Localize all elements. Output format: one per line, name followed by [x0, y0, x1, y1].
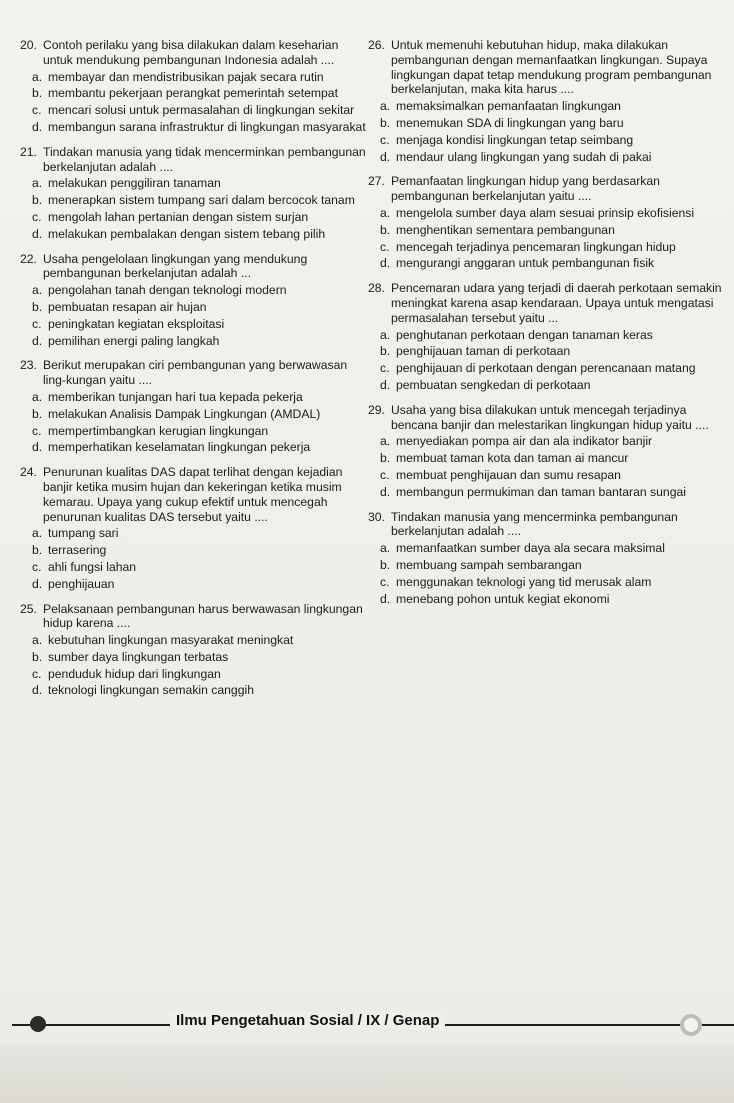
question-22	[20, 252, 370, 349]
option-text: mendaur ulang lingkungan yang sudah di pakai	[396, 149, 652, 164]
question-stem	[20, 358, 370, 388]
footer-title: Ilmu Pengetahuan Sosial / IX / Genap	[170, 1012, 445, 1029]
option-letter: d.	[32, 119, 43, 134]
option-text: menggunakan teknologi yang tid merusak alam	[396, 574, 652, 589]
option-text: melakukan pembalakan dengan sistem tebang pilih	[48, 226, 326, 241]
options-list	[32, 390, 370, 455]
option-text: mempertimbangkan kerugian lingkungan	[48, 423, 269, 438]
answer-option-d	[380, 256, 730, 271]
option-text: melakukan penggiliran tanaman	[48, 176, 221, 191]
option-text: pengolahan tanah dengan teknologi modern	[48, 283, 287, 298]
option-text: teknologi lingkungan semakin canggih	[48, 683, 254, 698]
question-text: Tindakan manusia yang tidak mencerminkan pembangunan berkelanjutan adalah ....	[42, 144, 366, 174]
question-26	[368, 38, 730, 164]
question-stem	[20, 602, 370, 632]
option-letter: a.	[380, 205, 391, 220]
option-letter: d.	[380, 591, 391, 606]
option-letter: a.	[32, 633, 43, 648]
answer-option-d	[380, 378, 730, 393]
option-text: mencari solusi untuk permasalahan di lingkungan sekitar	[48, 103, 355, 118]
answer-option-a	[32, 70, 370, 85]
options-list	[32, 176, 370, 241]
question-number: 29.	[368, 402, 385, 417]
option-letter: c.	[380, 239, 390, 254]
option-text: memaksimalkan pemanfaatan lingkungan	[396, 99, 621, 114]
option-letter: d.	[380, 256, 391, 271]
option-text: menghentikan sementara pembangunan	[396, 222, 615, 237]
answer-option-b	[380, 223, 730, 238]
question-number: 24.	[20, 465, 37, 480]
options-list	[32, 70, 370, 135]
option-text: ahli fungsi lahan	[48, 559, 137, 574]
answer-option-d	[32, 440, 370, 455]
answer-option-b	[32, 86, 370, 101]
answer-option-b	[32, 407, 370, 422]
option-letter: d.	[32, 576, 43, 591]
question-stem	[368, 403, 730, 433]
answer-option-c	[32, 103, 370, 118]
right-column	[368, 38, 730, 616]
option-letter: b.	[380, 222, 391, 237]
answer-option-b	[32, 300, 370, 315]
option-text: penghutanan perkotaan dengan tanaman keras	[396, 327, 653, 342]
left-column	[20, 38, 370, 708]
question-text: Untuk memenuhi kebutuhan hidup, maka dilakukan pembangunan dengan memanfaatkan lingkungan. Supaya lingkungan dapat tetap mendukung program pembangunan berkelanjutan, maka kita harus ....	[390, 38, 712, 97]
option-text: menyediakan pompa air dan ala indikator banjir	[396, 434, 653, 449]
question-20	[20, 38, 370, 135]
answer-option-a	[380, 206, 730, 221]
option-letter: c.	[380, 361, 390, 376]
option-text: menemukan SDA di lingkungan yang baru	[396, 115, 624, 130]
answer-option-c	[32, 424, 370, 439]
option-text: membangun permukiman dan taman bantaran sungai	[396, 484, 686, 499]
option-text: mencegah terjadinya pencemaran lingkungan hidup	[396, 239, 676, 254]
option-text: peningkatan kegiatan eksploitasi	[48, 316, 225, 331]
option-letter: c.	[32, 666, 42, 681]
answer-option-b	[32, 543, 370, 558]
options-list	[380, 206, 730, 271]
option-letter: b.	[32, 299, 43, 314]
answer-option-c	[380, 240, 730, 255]
option-text: penghijauan	[48, 576, 115, 591]
answer-option-d	[380, 592, 730, 607]
option-text: memberikan tunjangan hari tua kepada pekerja	[48, 389, 303, 404]
page-marker-right-icon	[680, 1014, 702, 1036]
options-list	[380, 328, 730, 393]
option-text: membuat penghijauan dan sumu resapan	[396, 467, 621, 482]
question-21	[20, 145, 370, 242]
option-letter: d.	[380, 484, 391, 499]
option-letter: d.	[380, 377, 391, 392]
question-text: Pelaksanaan pembangunan harus berwawasan lingkungan hidup karena ....	[42, 601, 363, 631]
option-letter: a.	[32, 526, 43, 541]
answer-option-d	[32, 120, 370, 135]
question-stem	[20, 465, 370, 524]
options-list	[380, 541, 730, 606]
question-number: 21.	[20, 144, 37, 159]
answer-option-b	[32, 193, 370, 208]
option-text: melakukan Analisis Dampak Lingkungan (AMDAL)	[48, 406, 321, 421]
question-28	[368, 281, 730, 393]
option-text: penghijauan di perkotaan dengan perencanaan matang	[396, 361, 696, 376]
option-text: pembuatan sengkedan di perkotaan	[396, 377, 591, 392]
answer-option-d	[32, 334, 370, 349]
question-text: Berikut merupakan ciri pembangunan yang berwawasan ling-kungan yaitu ....	[42, 358, 348, 388]
option-letter: b.	[32, 86, 43, 101]
answer-option-c	[32, 317, 370, 332]
options-list	[32, 526, 370, 591]
question-stem	[20, 145, 370, 175]
option-text: membayar dan mendistribusikan pajak secara rutin	[48, 69, 324, 84]
answer-option-a	[32, 633, 370, 648]
question-number: 30.	[368, 509, 385, 524]
option-text: tumpang sari	[48, 526, 119, 541]
options-list	[32, 283, 370, 348]
option-text: penduduk hidup dari lingkungan	[48, 666, 221, 681]
option-letter: c.	[380, 467, 390, 482]
option-text: menerapkan sistem tumpang sari dalam bercocok tanam	[48, 193, 355, 208]
answer-option-b	[32, 650, 370, 665]
option-letter: b.	[380, 115, 391, 130]
option-text: menebang pohon untuk kegiat ekonomi	[396, 591, 610, 606]
question-stem	[20, 38, 370, 68]
answer-option-a	[380, 99, 730, 114]
option-letter: c.	[32, 423, 42, 438]
answer-option-a	[32, 526, 370, 541]
answer-option-d	[32, 683, 370, 698]
question-stem	[368, 510, 730, 540]
option-letter: b.	[32, 543, 43, 558]
question-number: 22.	[20, 251, 37, 266]
option-letter: d.	[380, 149, 391, 164]
option-text: penghijauan taman di perkotaan	[396, 344, 571, 359]
option-text: mengurangi anggaran untuk pembangunan fisik	[396, 256, 655, 271]
options-list	[380, 99, 730, 164]
option-letter: c.	[32, 103, 42, 118]
question-text: Usaha yang bisa dilakukan untuk mencegah terjadinya bencana banjir dan melestarikan lingkungan hidup yaitu ....	[390, 402, 709, 432]
answer-option-c	[380, 468, 730, 483]
answer-option-c	[380, 575, 730, 590]
option-letter: a.	[380, 99, 391, 114]
option-letter: b.	[32, 649, 43, 664]
option-letter: a.	[32, 389, 43, 404]
option-text: sumber daya lingkungan terbatas	[48, 649, 229, 664]
option-letter: c.	[32, 316, 42, 331]
answer-option-c	[380, 133, 730, 148]
option-text: mengolah lahan pertanian dengan sistem surjan	[48, 209, 309, 224]
option-letter: c.	[380, 132, 390, 147]
answer-option-b	[380, 116, 730, 131]
options-list	[380, 434, 730, 499]
option-letter: a.	[32, 176, 43, 191]
option-letter: b.	[32, 193, 43, 208]
answer-option-a	[32, 176, 370, 191]
question-number: 27.	[368, 174, 385, 189]
question-stem	[368, 174, 730, 204]
question-24	[20, 465, 370, 591]
answer-option-d	[32, 227, 370, 242]
options-list	[32, 633, 370, 698]
option-letter: c.	[32, 209, 42, 224]
option-letter: b.	[380, 557, 391, 572]
option-text: pemilihan energi paling langkah	[48, 333, 220, 348]
option-text: membantu pekerjaan perangkat pemerintah setempat	[48, 86, 338, 101]
option-letter: d.	[32, 226, 43, 241]
option-letter: a.	[380, 434, 391, 449]
option-letter: a.	[32, 283, 43, 298]
answer-option-c	[32, 210, 370, 225]
answer-option-a	[380, 434, 730, 449]
option-letter: b.	[380, 451, 391, 466]
question-number: 20.	[20, 38, 37, 52]
question-text: Contoh perilaku yang bisa dilakukan dalam keseharian untuk mendukung pembangunan Indonesia adalah ....	[42, 38, 339, 67]
answer-option-d	[380, 150, 730, 165]
option-text: mengelola sumber daya alam sesuai prinsip ekofisiensi	[396, 205, 695, 220]
option-text: membuat taman kota dan taman ai mancur	[396, 451, 629, 466]
option-letter: a.	[380, 541, 391, 556]
question-23	[20, 358, 370, 455]
question-text: Pemanfaatan lingkungan hidup yang berdasarkan pembangunan berkelanjutan yaitu ....	[390, 174, 660, 204]
answer-option-b	[380, 451, 730, 466]
answer-option-d	[380, 485, 730, 500]
answer-option-b	[380, 344, 730, 359]
question-text: Pencemaran udara yang terjadi di daerah perkotaan semakin meningkat karena asap kendaraan. Upaya untuk mengatasi permasalahan tersebut yaitu ...	[390, 281, 722, 325]
option-letter: b.	[32, 406, 43, 421]
page-marker-left-icon	[30, 1016, 46, 1032]
answer-option-b	[380, 558, 730, 573]
option-text: pembuatan resapan air hujan	[48, 299, 207, 314]
answer-option-c	[32, 667, 370, 682]
question-text: Usaha pengelolaan lingkungan yang mendukung pembangunan berkelanjutan adalah ...	[42, 251, 308, 281]
answer-option-a	[32, 283, 370, 298]
question-number: 25.	[20, 601, 37, 616]
question-number: 28.	[368, 281, 385, 296]
page-footer	[0, 1004, 734, 1044]
answer-option-a	[380, 328, 730, 343]
option-text: memperhatikan keselamatan lingkungan pekerja	[48, 440, 311, 455]
question-27	[368, 174, 730, 271]
option-letter: c.	[380, 574, 390, 589]
option-letter: d.	[32, 683, 43, 698]
question-stem	[368, 38, 730, 97]
option-text: memanfaatkan sumber daya ala secara maksimal	[396, 541, 665, 556]
question-stem	[368, 281, 730, 325]
question-stem	[20, 252, 370, 282]
question-text: Tindakan manusia yang mencerminka pembangunan berkelanjutan adalah ....	[390, 509, 678, 539]
option-letter: d.	[32, 333, 43, 348]
answer-option-c	[32, 560, 370, 575]
option-text: kebutuhan lingkungan masyarakat meningkat	[48, 633, 294, 648]
answer-option-c	[380, 361, 730, 376]
option-text: menjaga kondisi lingkungan tetap seimbang	[396, 132, 634, 147]
option-letter: a.	[32, 69, 43, 84]
answer-option-a	[32, 390, 370, 405]
answer-option-a	[380, 541, 730, 556]
option-text: terrasering	[48, 543, 107, 558]
answer-option-d	[32, 577, 370, 592]
option-letter: b.	[380, 344, 391, 359]
option-text: membangun sarana infrastruktur di lingkungan masyarakat	[48, 119, 366, 134]
question-text: Penurunan kualitas DAS dapat terlihat dengan kejadian banjir ketika musim hujan dan kekeringan ketika musim kemarau. Upaya yang cukup efektif untuk mencegah penurunan kualitas DAS tersebut yaitu ....	[42, 465, 343, 524]
question-number: 23.	[20, 358, 37, 373]
question-25	[20, 602, 370, 699]
option-letter: c.	[32, 559, 42, 574]
option-letter: d.	[32, 440, 43, 455]
option-letter: a.	[380, 327, 391, 342]
page-bottom-edge	[0, 1044, 734, 1103]
question-number: 26.	[368, 38, 385, 52]
option-text: membuang sampah sembarangan	[396, 557, 582, 572]
question-29	[368, 403, 730, 500]
question-30	[368, 510, 730, 607]
